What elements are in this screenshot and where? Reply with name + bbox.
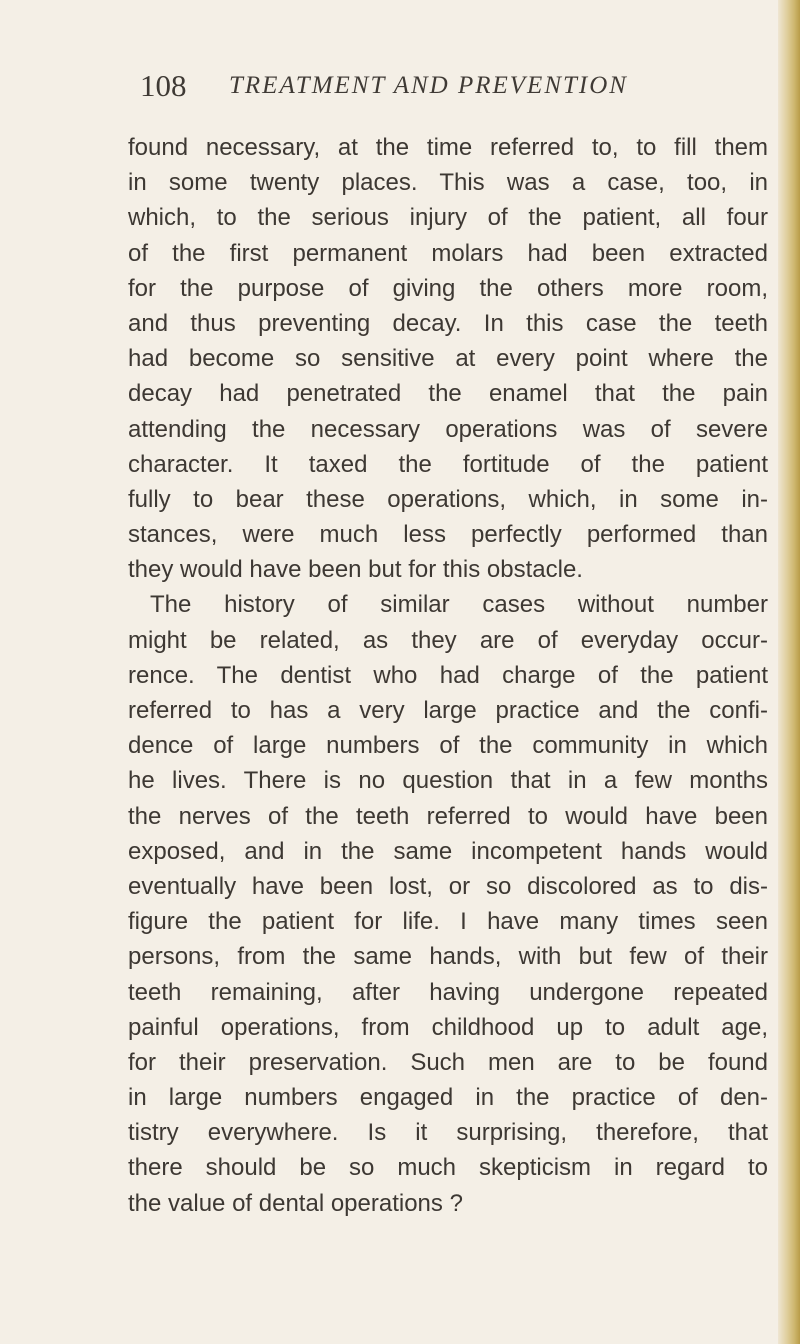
text-line: tistry everywhere. Is it surprising, therefore, that	[128, 1119, 768, 1147]
text-line: there should be so much skepticism in regard to	[128, 1154, 768, 1182]
text-line: exposed, and in the same incompetent hands would	[128, 837, 768, 865]
text-line: found necessary, at the time referred to, to fill them	[128, 134, 768, 161]
text-line: persons, from the same hands, with but few of their	[128, 943, 768, 971]
text-line: figure the patient for life. I have many times seen	[128, 908, 768, 936]
text-line: painful operations, from childhood up to adult age,	[128, 1013, 768, 1041]
text-line: they would have been but for this obstacle.	[128, 556, 583, 584]
text-line: eventually have been lost, or so discolored as to dis-	[128, 872, 768, 900]
text-line: had become so sensitive at every point where the	[128, 345, 768, 373]
text-line: might be related, as they are of everyday occur-	[128, 626, 768, 654]
text-line: teeth remaining, after having undergone repeated	[128, 978, 768, 1006]
page-header	[128, 66, 688, 106]
text-line: in large numbers engaged in the practice of den-	[128, 1084, 768, 1112]
page-number: 108	[140, 68, 187, 103]
text-line: stances, were much less perfectly performed than	[128, 521, 768, 549]
text-line: fully to bear these operations, which, in some in-	[128, 485, 768, 513]
text-line: the value of dental operations ?	[128, 1189, 463, 1217]
text-line: for the purpose of giving the others more room,	[128, 274, 768, 302]
text-line: rence. The dentist who had charge of the patient	[128, 661, 768, 689]
text-line: referred to has a very large practice and the confi-	[128, 697, 768, 724]
text-line: and thus preventing decay. In this case the teeth	[128, 309, 768, 337]
text-line: dence of large numbers of the community in which	[128, 732, 768, 760]
text-line: in some twenty places. This was a case, too, in	[128, 169, 768, 197]
text-line: character. It taxed the fortitude of the patient	[128, 450, 768, 478]
text-line: he lives. There is no question that in a few months	[128, 767, 768, 795]
text-line: the nerves of the teeth referred to would have been	[128, 802, 768, 830]
text-line: which, to the serious injury of the patient, all four	[128, 204, 768, 232]
text-line: decay had penetrated the enamel that the pain	[128, 380, 768, 408]
page-edge	[778, 0, 800, 1344]
text-line: of the first permanent molars had been extracted	[128, 239, 768, 267]
running-head: TREATMENT AND PREVENTION	[229, 72, 628, 99]
text-line: for their preservation. Such men are to be found	[128, 1048, 768, 1076]
paragraph-first-line: The history of similar cases without number	[150, 591, 768, 619]
body-text	[128, 130, 768, 1221]
text-line: attending the necessary operations was of severe	[128, 415, 768, 443]
